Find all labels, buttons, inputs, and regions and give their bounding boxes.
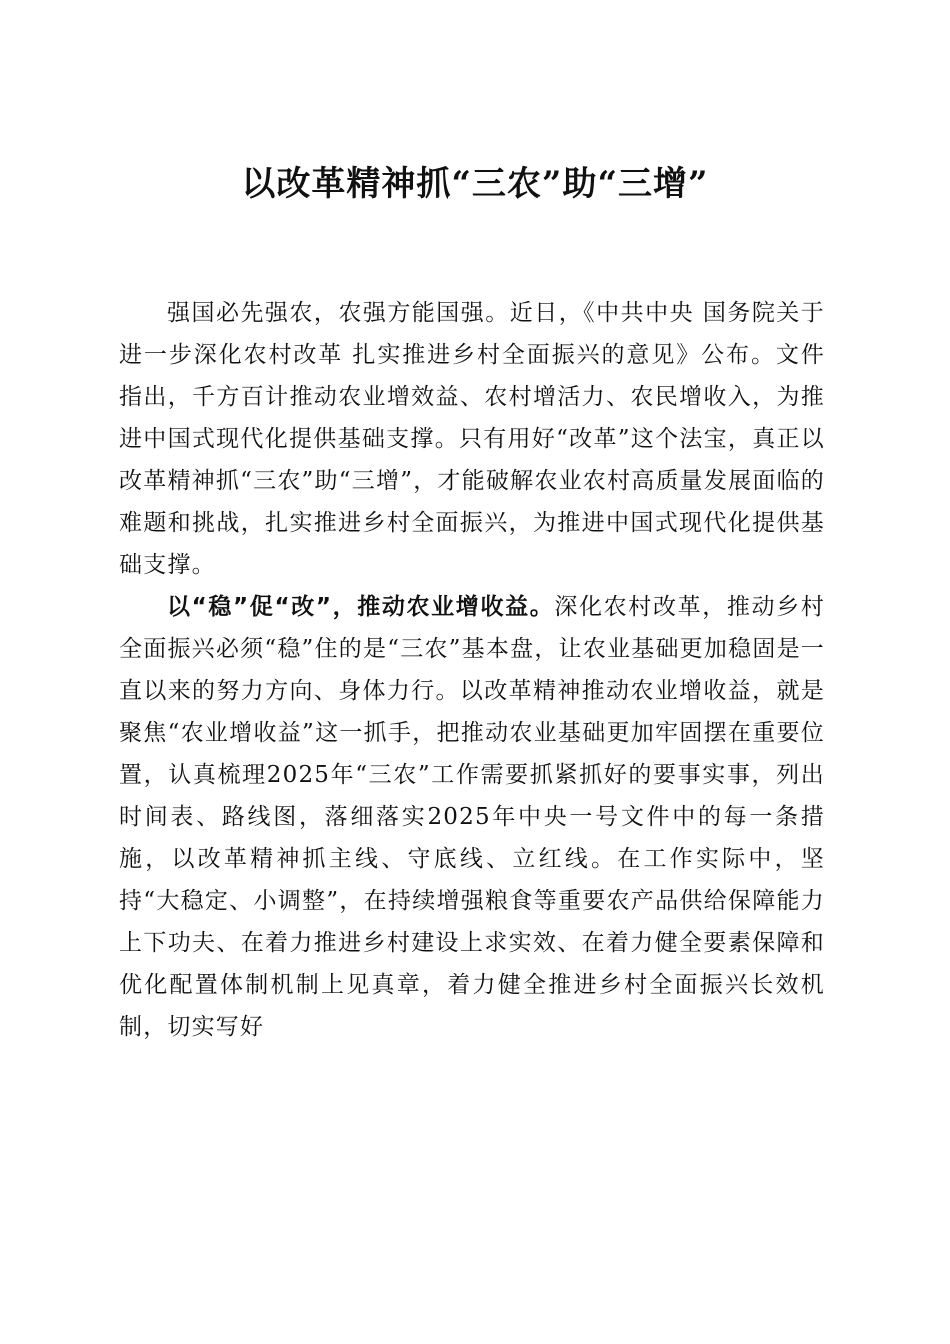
- paragraph-intro: [119, 292, 825, 586]
- paragraph-stability-reform: [119, 586, 825, 1048]
- paragraph-text: 强国必先强农，农强方能国强。近日，《中共中央 国务院关于进一步深化农村改革 扎实推进乡村全面振兴的意见》公布。文件指出，千方百计推动农业增效益、农村增活力、农民增收入，为推进中国式现代化提供基础支撑。只有用好“改革”这个法宝，真正以改革精神抓“三农”助“三增”，才能破解农业农村高质量发展面临的难题和挑战，扎实推进乡村全面振兴，为推进中国式现代化提供基础支撑。: [119, 300, 825, 578]
- paragraph-text: 深化农村改革，推动乡村全面振兴必须“稳”住的是“三农”基本盘，让农业基础更加稳固是一直以来的努力方向、身体力行。以改革精神推动农业增收益，就是聚焦“农业增收益”这一抓手，把推动农业基础更加牢固摆在重要位置，认真梳理2025年“三农”工作需要抓紧抓好的要事实事，列出时间表、路线图，落细落实2025年中央一号文件中的每一条措施，以改革精神抓主线、守底线、立红线。在工作实际中，坚持“大稳定、小调整”，在持续增强粮食等重要农产品供给保障能力上下功夫、在着力推进乡村建设上求实效、在着力健全要素保障和优化配置体制机制上见真章，着力健全推进乡村全面振兴长效机制，切实写好: [119, 594, 825, 1040]
- document-title: 以改革精神抓“三农”助“三增”: [241, 164, 709, 204]
- paragraph-lead-heading: 以“稳”促“改”，推动农业增收益。: [167, 594, 555, 620]
- document-body: [119, 292, 825, 1048]
